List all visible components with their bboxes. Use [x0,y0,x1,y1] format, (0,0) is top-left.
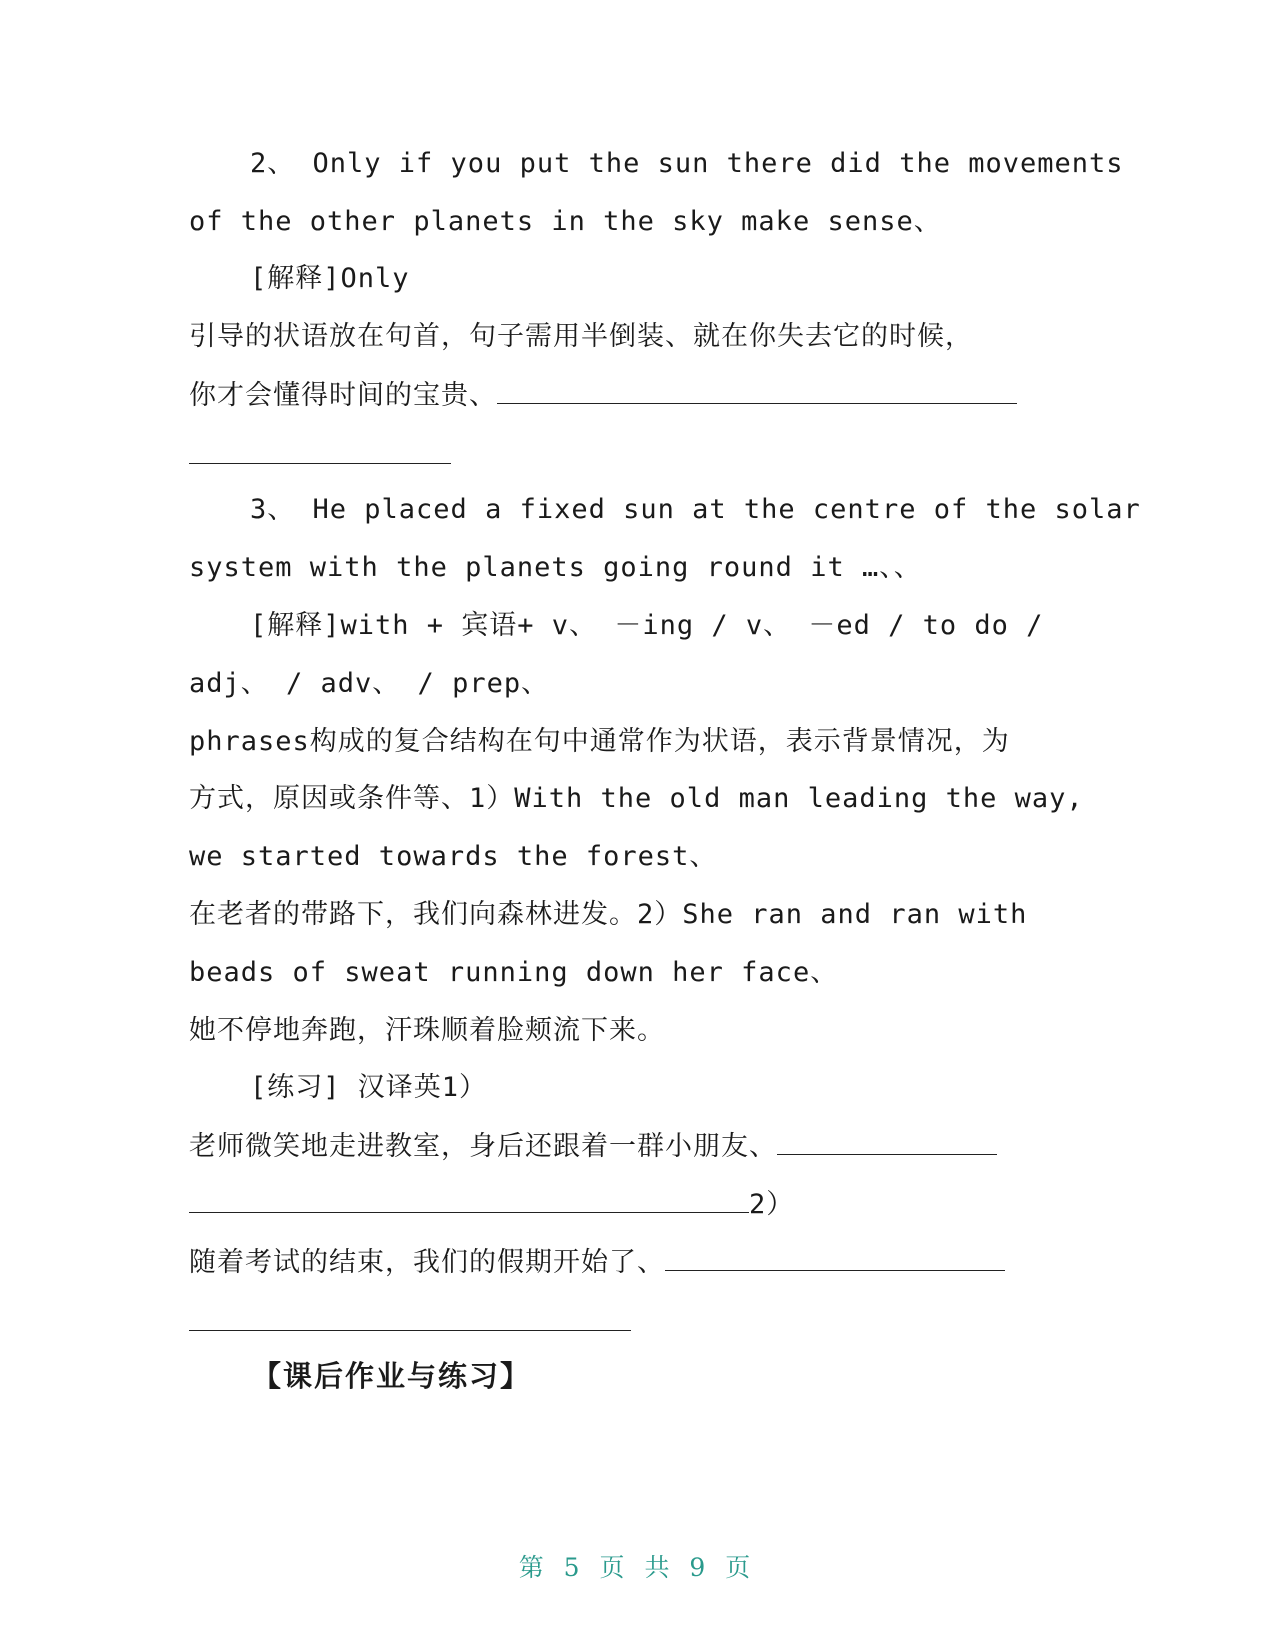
item3-explain-line3: phrases构成的复合结构在句中通常作为状语，表示背景情况，为 [189,726,1010,757]
item3-explain-line4: 方式，原因或条件等、1）With the old man leading the way, [189,783,1084,814]
item3-explain-line8: 她不停地奔跑，汗珠顺着脸颊流下来。 [189,1015,665,1046]
practice-q1-text: 老师微笑地走进教室，身后还跟着一群小朋友、 [189,1131,777,1162]
answer-blank[interactable] [665,1244,1005,1271]
item2-line2: of the other planets in the sky make sense、 [189,206,942,237]
answer-blank-continued[interactable] [189,461,451,464]
practice-q2-line [189,1244,1089,1281]
practice-q1-line [189,1128,1089,1165]
item3-explain-line5: we started towards the forest、 [189,841,718,872]
answer-blank[interactable] [777,1128,997,1155]
answer-blank[interactable] [497,377,1017,404]
page-number-footer: 第 5 页 共 9 页 [518,1553,757,1582]
answer-blank-continued[interactable] [189,1328,631,1331]
item2-explain-text: 你才会懂得时间的宝贵、 [189,380,497,411]
item3-line2: system with the planets going round it …、、 [189,552,922,583]
practice-q2-text: 随着考试的结束，我们的假期开始了、 [189,1247,665,1278]
practice-label: [练习] 汉译英1） [250,1072,488,1103]
item3-explain-line7: beads of sweat running down her face、 [189,957,839,988]
answer-blank[interactable] [189,1186,749,1213]
item2-explain-label: [解释]Only [250,263,410,294]
item2-line1: 2、 Only if you put the sun there did the movements [250,148,1124,179]
practice-q2-num-line [189,1186,1089,1223]
item3-explain-line6: 在老者的带路下，我们向森林进发。2）She ran and ran with [189,899,1028,930]
section-heading: 【课后作业与练习】 [252,1359,532,1393]
practice-q2-number: 2） [749,1189,795,1220]
item2-explain-line2 [189,377,1089,414]
item3-explain-line2: adj、 / adv、 / prep、 [189,668,550,699]
item3-line1: 3、 He placed a fixed sun at the centre of the solar [250,494,1141,525]
item3-explain-line1: [解释]with + 宾语+ v、 －ing / v、 －ed / to do / [250,610,1044,641]
item2-explain-line1: 引导的状语放在句首，句子需用半倒装、就在你失去它的时候， [189,321,973,352]
